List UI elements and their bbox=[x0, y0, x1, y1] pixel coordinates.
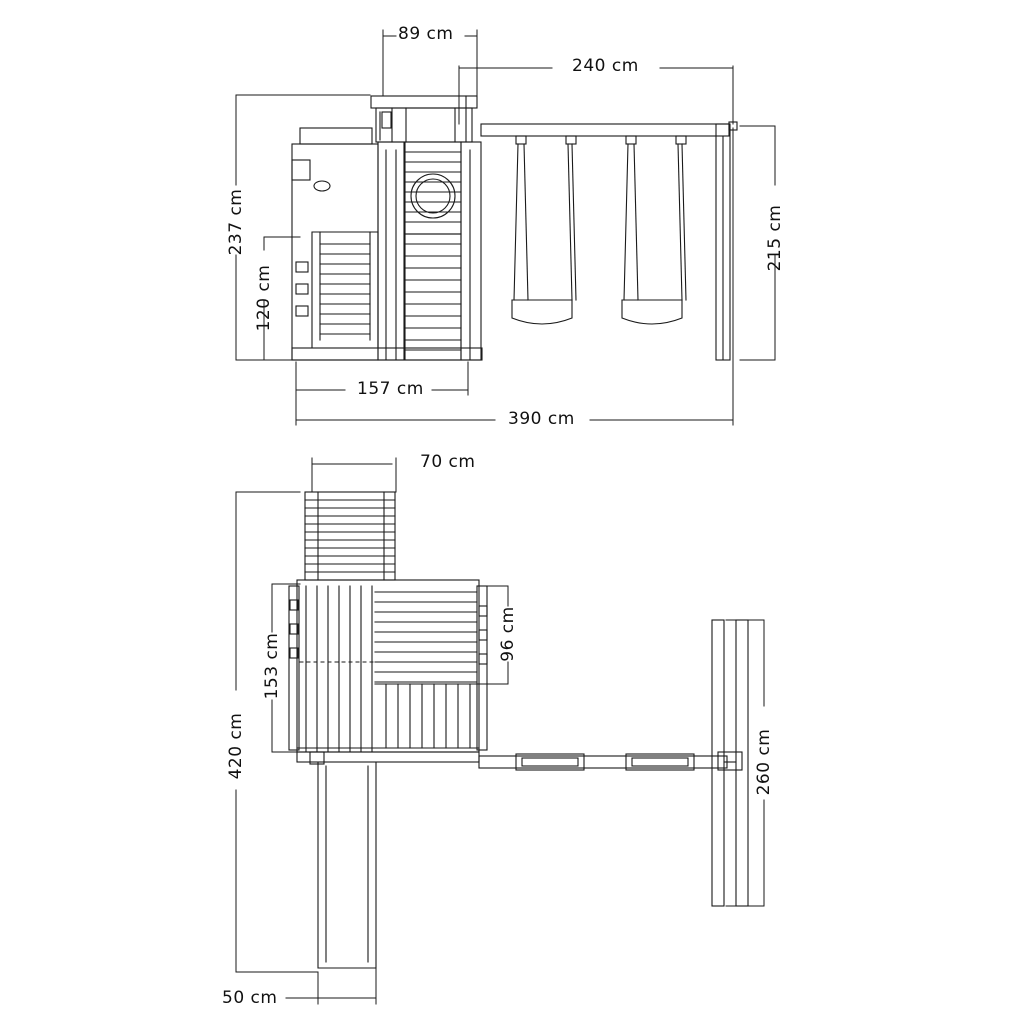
dim-label-240: 240 cm bbox=[572, 56, 639, 76]
dim-label-89: 89 cm bbox=[398, 24, 454, 44]
slide-and-ladder bbox=[292, 160, 482, 360]
tower-roof bbox=[371, 96, 477, 142]
dim-label-120: 120 cm bbox=[254, 264, 274, 332]
dim-label-215: 215 cm bbox=[765, 204, 785, 272]
dim-label-153: 153 cm bbox=[262, 632, 282, 700]
swing-right bbox=[622, 136, 686, 324]
slide-side bbox=[310, 752, 376, 968]
swing-side-frame bbox=[479, 620, 748, 906]
dim-label-157: 157 cm bbox=[357, 379, 424, 399]
tower-side-body bbox=[289, 580, 487, 762]
dim-label-390: 390 cm bbox=[508, 409, 575, 429]
dim-70 bbox=[312, 458, 396, 492]
dim-label-50: 50 cm bbox=[222, 988, 278, 1008]
climb-panel bbox=[305, 492, 395, 580]
dim-label-96: 96 cm bbox=[498, 606, 518, 662]
dim-label-260: 260 cm bbox=[754, 728, 774, 796]
dim-label-237: 237 cm bbox=[226, 188, 246, 256]
dim-label-70: 70 cm bbox=[420, 452, 476, 472]
dim-label-420: 420 cm bbox=[226, 712, 246, 780]
swing-left bbox=[512, 136, 576, 324]
swing-frame bbox=[481, 124, 730, 360]
